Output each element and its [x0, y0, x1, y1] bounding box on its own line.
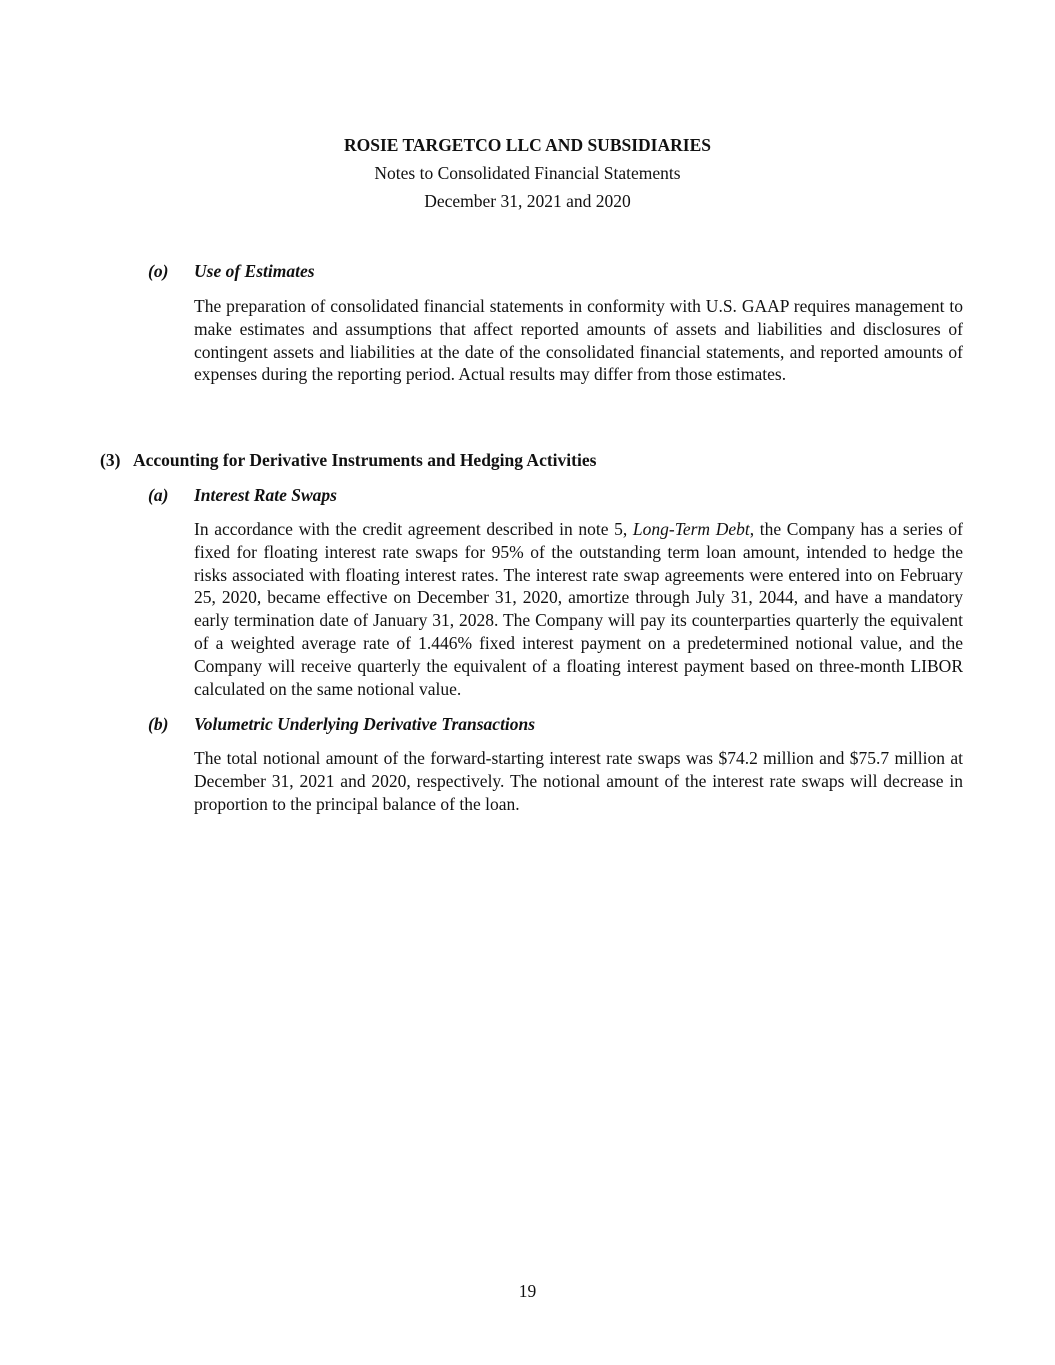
subsection-letter: (o) — [148, 261, 169, 281]
paragraph-text: , the Company has a series of fixed for floating interest rate swaps for 95% of the outstanding term loan amount, intended to hedge the risks associated with floating interest rates. The interest rate swap agreements were entered into on February 25, 2020, became effective on December 31, 2020, amortize through July 31, 2044, and have a mandatory early termination date of January 31, 2028. The Company will pay its counterparties quarterly the equivalent of a weighted average rate of 1.446% fixed interest payment on a predetermined notional value, and the Company will receive quarterly the equivalent of a floating interest payment based on three-month LIBOR calculated on the same notional value. — [194, 519, 963, 699]
section-title: Accounting for Derivative Instruments and Hedging Activities — [133, 450, 597, 470]
subsection-letter: (b) — [148, 714, 169, 734]
subsection-title: Use of Estimates — [194, 261, 315, 281]
section-number: (3) — [100, 450, 121, 470]
statement-date: December 31, 2021 and 2020 — [424, 191, 631, 211]
use-of-estimates-paragraph: The preparation of consolidated financial statements in conformity with U.S. GAAP requires management to make estimates and assumptions that affect reported amounts of assets and liabilities and disclosures of contingent assets and liabilities at the date of the consolidated financial statements, and reported amounts of expenses during the reporting period. Actual results may differ from those estimates. — [194, 296, 963, 385]
page-header — [0, 131, 1055, 215]
note-reference: Long-Term Debt — [632, 519, 750, 539]
subsection-letter: (a) — [148, 485, 169, 505]
use-of-estimates-heading — [148, 260, 315, 282]
subsection-title: Volumetric Underlying Derivative Transactions — [194, 714, 536, 734]
volumetric-paragraph: The total notional amount of the forward-starting interest rate swaps was $74.2 million and $75.7 million at December 31, 2021 and 2020, respectively. The notional amount of the interest rate swaps will decrease in proportion to the principal balance of the loan. — [194, 748, 963, 814]
company-name: ROSIE TARGETCO LLC AND SUBSIDIARIES — [344, 135, 711, 155]
interest-rate-swaps-paragraph — [194, 518, 963, 700]
section-3-heading — [100, 449, 596, 471]
page-number: 19 — [518, 1281, 537, 1301]
subsection-title: Interest Rate Swaps — [194, 485, 337, 505]
volumetric-heading — [148, 713, 535, 735]
interest-rate-swaps-heading — [148, 484, 337, 506]
document-subtitle: Notes to Consolidated Financial Statements — [374, 163, 681, 183]
paragraph-text: In accordance with the credit agreement described in note 5, — [194, 519, 633, 539]
